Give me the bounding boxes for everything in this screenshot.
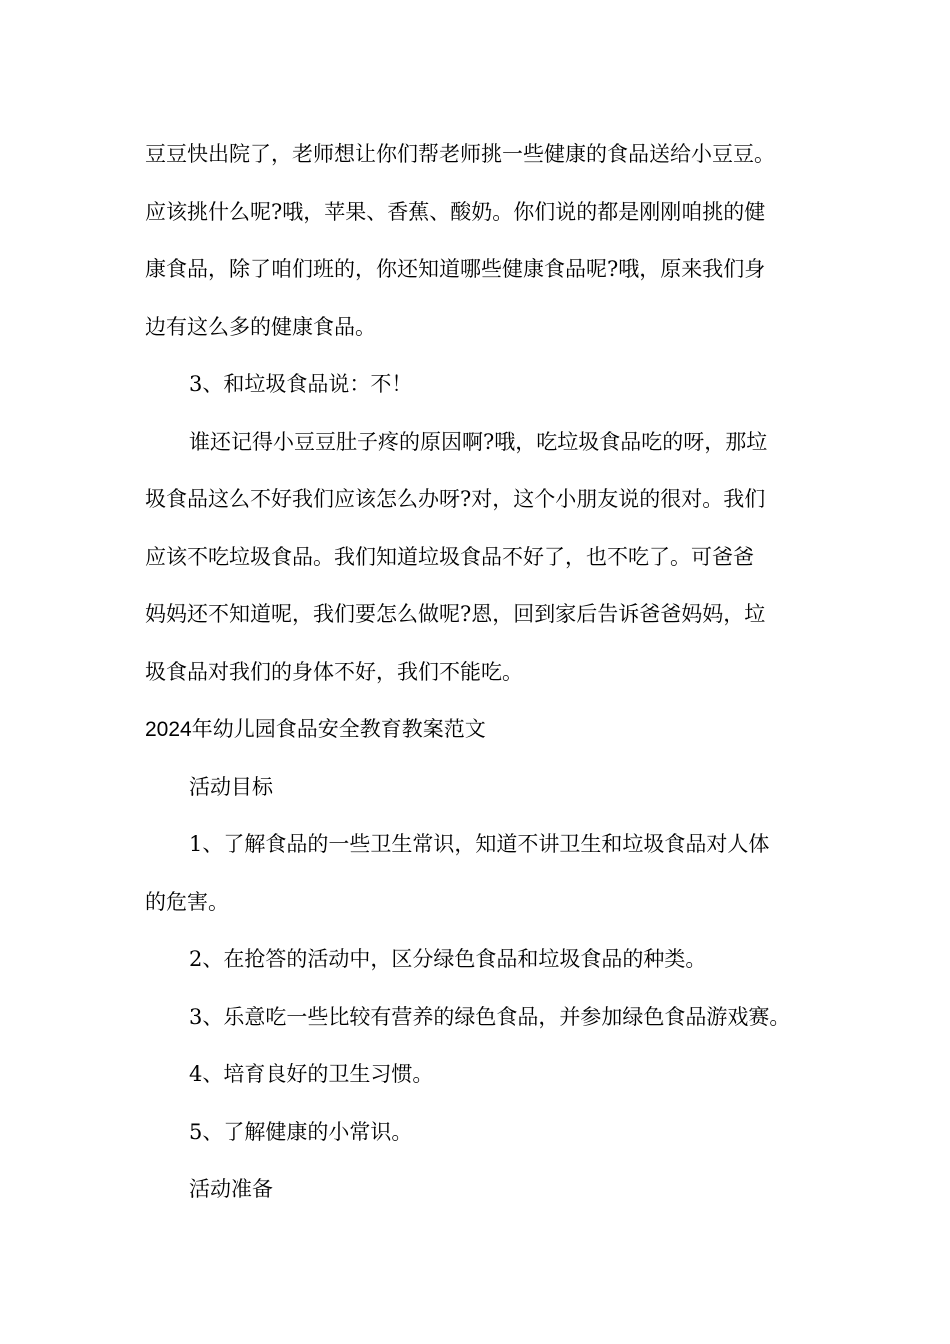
paragraph-line: 豆豆快出院了，老师想让你们帮老师挑一些健康的食品送给小豆豆。 [145, 142, 775, 166]
paragraph-line: 康食品，除了咱们班的，你还知道哪些健康食品呢?哦，原来我们身 [145, 257, 766, 281]
document-page [145, 126, 811, 1219]
title-year: 2024 [145, 718, 192, 741]
goal-item: 4、培育良好的卫生习惯。 [189, 1062, 434, 1086]
paragraph-line: 谁还记得小豆豆肚子疼的原因啊?哦，吃垃圾食品吃的呀，那垃 [189, 429, 768, 454]
section-heading-3: 3、和垃圾食品说：不！ [189, 372, 413, 396]
paragraph-line: 应该不吃垃圾食品。我们知道垃圾食品不好了，也不吃了。可爸爸 [145, 544, 754, 569]
document-title [145, 701, 811, 759]
prep-heading: 活动准备 [189, 1177, 273, 1201]
paragraph-line: 圾食品对我们的身体不好，我们不能吃。 [145, 659, 523, 684]
goals-heading: 活动目标 [189, 774, 273, 799]
goal-item: 2、在抢答的活动中，区分绿色食品和垃圾食品的种类。 [189, 947, 707, 971]
paragraph-line: 边有这么多的健康食品。 [145, 314, 376, 339]
goal-item: 1、了解食品的一些卫生常识，知道不讲卫生和垃圾食品对人体 [189, 832, 770, 856]
goal-item-continued: 的危害。 [145, 889, 229, 914]
goal-item: 3、乐意吃一些比较有营养的绿色食品，并参加绿色食品游戏赛。 [189, 1004, 791, 1029]
paragraph-line: 应该挑什么呢?哦，苹果、香蕉、酸奶。你们说的都是刚刚咱挑的健 [145, 199, 766, 224]
paragraph-line: 妈妈还不知道呢，我们要怎么做呢?恩，回到家后告诉爸爸妈妈，垃 [145, 602, 766, 626]
goal-item: 5、了解健康的小常识。 [189, 1119, 413, 1144]
paragraph-line: 圾食品这么不好我们应该怎么办呀?对，这个小朋友说的很对。我们 [145, 487, 766, 511]
title-text: 年幼儿园食品安全教育教案范文 [191, 717, 486, 741]
